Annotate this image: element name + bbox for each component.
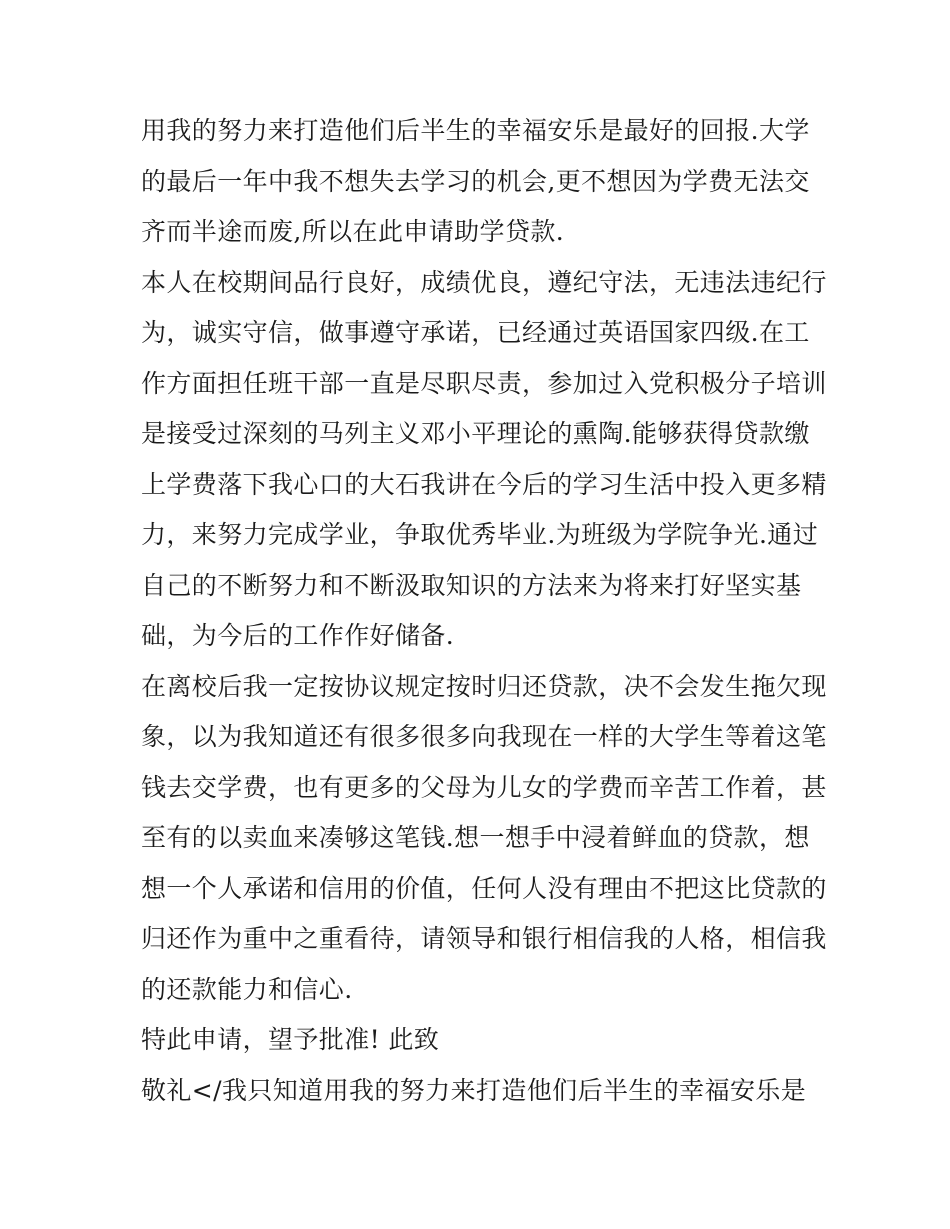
text-line: 是接受过深刻的马列主义邓小平理论的熏陶.能够获得贷款缴: [141, 419, 810, 448]
text-line: 的还款能力和信心.: [141, 974, 353, 1004]
text-line: 上学费落下我心口的大石我讲在今后的学习生活中投入更多精: [141, 469, 827, 499]
text-line: 想一个人承诺和信用的价值，任何人没有理由不把这比贷款的: [141, 873, 827, 903]
text-line: 本人在校期间品行良好，成绩优良，遵纪守法，无违法违纪行: [141, 267, 827, 297]
text-line: 归还作为重中之重看待，请领导和银行相信我的人格，相信我: [141, 924, 827, 953]
text-line: 在离校后我一定按协议规定按时归还贷款，决不会发生拖欠现: [141, 671, 827, 701]
text-line: 力，来努力完成学业，争取优秀毕业.为班级为学院争光.通过: [141, 520, 819, 549]
text-line: 象，以为我知道还有很多很多向我现在一样的大学生等着这笔: [141, 722, 827, 751]
text-line: 齐而半途而废,所以在此申请助学贷款.: [141, 217, 565, 246]
text-line: 至有的以卖血来凑够这笔钱.想一想手中浸着鲜血的贷款，想: [141, 823, 810, 852]
text-line: 钱去交学费，也有更多的父母为儿女的学费而辛苦工作着，甚: [141, 772, 827, 802]
text-line: 作方面担任班干部一直是尽职尽责，参加过入党积极分子培训: [141, 368, 827, 398]
text-line: 特此申请，望予批准! 此致: [141, 1025, 440, 1054]
text-line: 础，为今后的工作作好储备.: [141, 621, 455, 650]
text-line: 为，诚实守信，做事遵守承诺，已经通过英语国家四级.在工: [141, 318, 810, 347]
text-line: 用我的努力来打造他们后半生的幸福安乐是最好的回报.大学: [141, 116, 810, 145]
text-line: 的最后一年中我不想失去学习的机会,更不想因为学费无法交: [141, 166, 810, 196]
document-body: [141, 106, 827, 1116]
text-line: 敬礼</我只知道用我的努力来打造他们后半生的幸福安乐是: [141, 1075, 807, 1105]
text-line: 自己的不断努力和不断汲取知识的方法来为将来打好坚实基: [141, 570, 802, 600]
